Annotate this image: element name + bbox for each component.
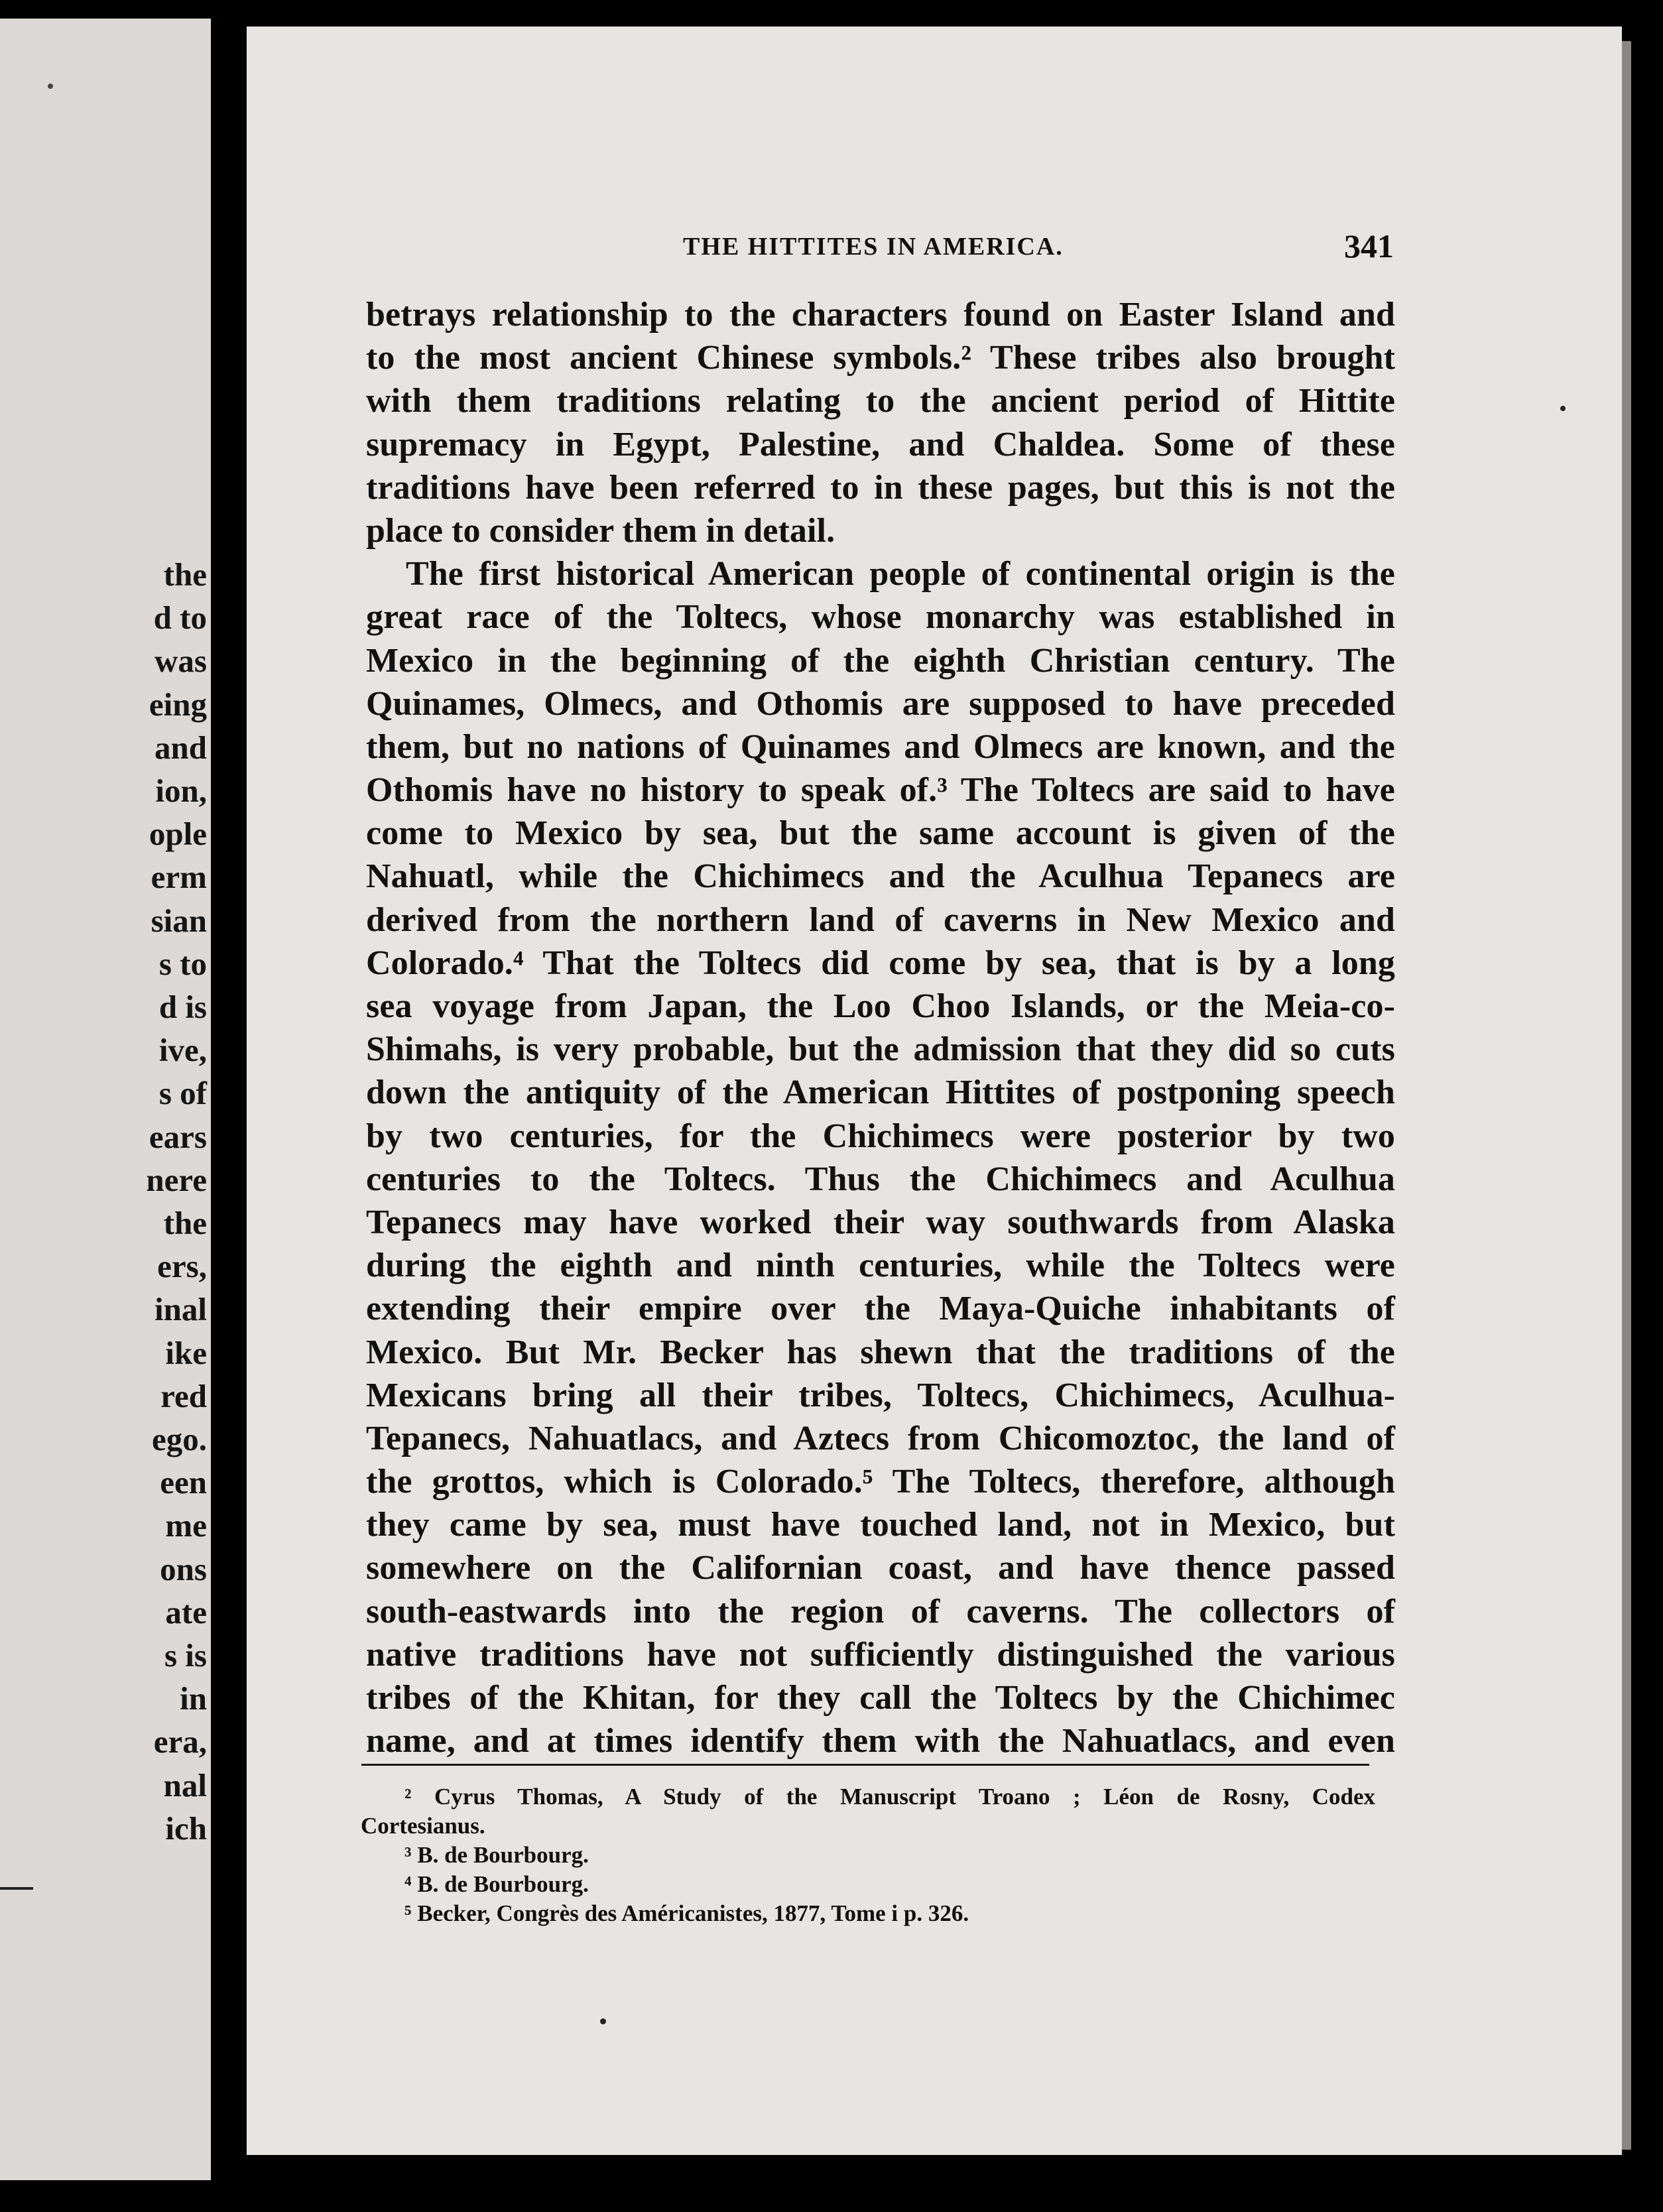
body-line: the grottos, which is Colorado.⁵ The Toltecs, therefore, although [366,1463,1395,1501]
footnotes [361,1782,1375,1928]
previous-page-line-fragment: ons [160,1550,207,1587]
previous-page-line-fragment: ego. [152,1421,207,1457]
footnote: ⁴ B. de Bourbourg. [404,1871,589,1897]
previous-page-footnote-rule [0,1887,33,1890]
previous-page-line-fragment: s is [164,1637,207,1674]
previous-page-line-fragment: inal [154,1291,207,1328]
previous-page-line-fragment: red [160,1377,207,1414]
body-line: south-eastwards into the region of caverns. The collectors of [366,1592,1395,1630]
body-line: tribes of the Khitan, for they call the Toltecs by the Chichimec [366,1679,1395,1717]
previous-page-line-fragment: ich [165,1810,207,1847]
body-line: Shimahs, is very probable, but the admission that they did so cuts [366,1030,1395,1069]
body-line: great race of the Toltecs, whose monarchy was established in [366,598,1395,637]
previous-page-line-fragment: me [165,1507,207,1544]
previous-page-line-fragment: s to [158,945,207,982]
running-head: THE HITTITES IN AMERICA. [683,233,1064,261]
previous-page-line-fragment: the [163,1205,207,1241]
body-line: Othomis have no history to speak of.³ The Toltecs are said to have [366,771,1395,810]
previous-page-line-fragment: era, [153,1723,207,1760]
footnote: ² Cyrus Thomas, A Study of the Manuscript Troano ; Léon de Rosny, Codex [404,1784,1375,1810]
previous-page-line-fragment: the [163,556,207,593]
body-line: name, and at times identify them with the Nahuatlacs, and even [366,1722,1395,1760]
body-line: Quinames, Olmecs, and Othomis are supposed to have preceded [366,684,1395,723]
previous-page-strip [0,19,211,2180]
footnote: Cortesianus. [361,1813,485,1839]
body-line: Mexico in the beginning of the eighth Christian century. The [366,641,1395,680]
previous-page-line-fragment: sian [151,902,207,939]
body-line: to the most ancient Chinese symbols.² These tribes also brought [366,339,1395,377]
body-line: they came by sea, must have touched land, not in Mexico, but [366,1506,1395,1544]
body-text [366,293,1395,1762]
previous-page-line-fragment: ears [149,1118,207,1155]
previous-page-line-fragment: in [180,1680,207,1717]
body-line: Colorado.⁴ That the Toltecs did come by sea, that is by a long [366,944,1395,982]
previous-page-line-fragment: s of [158,1075,207,1112]
body-line: derived from the northern land of caverns in New Mexico and [366,900,1395,939]
footnote-rule [361,1764,1369,1766]
previous-page-line-fragment: d to [153,599,207,637]
body-line: sea voyage from Japan, the Loo Choo Islands, or the Meia-co- [366,987,1395,1025]
previous-page-line-fragment: eing [149,686,207,723]
previous-page-line-fragment: ive, [158,1032,207,1069]
body-line: extending their empire over the Maya-Quiche inhabitants of [366,1290,1395,1328]
body-line: come to Mexico by sea, but the same account is given of the [366,814,1395,853]
footnote: ⁵ Becker, Congrès des Américanistes, 1877, Tome i p. 326. [404,1900,969,1926]
page-number: 341 [1344,227,1394,265]
previous-page-line-fragment: nere [146,1161,207,1198]
body-line: somewhere on the Californian coast, and have thence passed [366,1549,1395,1587]
body-line: traditions have been referred to in these pages, but this is not the [366,468,1395,507]
footnote: ³ B. de Bourbourg. [404,1842,589,1868]
body-line: betrays relationship to the characters found on Easter Island and [366,296,1395,334]
previous-page-line-fragment: ion, [155,772,207,809]
previous-page-line-fragment: erm [151,859,207,896]
body-line: with them traditions relating to the ancient period of Hittite [366,382,1395,420]
body-line: native traditions have not sufficiently distinguished the various [366,1635,1395,1674]
body-line: Mexico. But Mr. Becker has shewn that the traditions of the [366,1333,1395,1371]
ink-speck [600,2018,606,2024]
ink-speck [48,84,53,89]
previous-page-line-fragment: een [160,1464,207,1501]
previous-page-line-fragment: ate [165,1593,207,1630]
body-line: The first historical American people of continental origin is the [406,555,1395,593]
body-line: Tepanecs, Nahuatlacs, and Aztecs from Chicomoztoc, the land of [366,1419,1395,1457]
body-line: down the antiquity of the American Hittites of postponing speech [366,1074,1395,1112]
previous-page-line-fragment: and [154,729,207,766]
previous-page-line-fragment: was [154,643,207,680]
previous-page-line-fragment: ike [165,1334,207,1371]
body-line: them, but no nations of Quinames and Olmecs are known, and the [366,727,1395,766]
previous-page-line-fragment: ers, [157,1248,207,1285]
body-line: place to consider them in detail. [366,511,835,550]
body-line: Nahuatl, while the Chichimecs and the Aculhua Tepanecs are [366,857,1395,896]
body-line: centuries to the Toltecs. Thus the Chichimecs and Aculhua [366,1160,1395,1198]
previous-page-line-fragment: d is [158,989,207,1025]
previous-page-line-fragment: ople [149,816,207,853]
body-line: supremacy in Egypt, Palestine, and Chaldea. Some of these [366,425,1395,463]
body-line: by two centuries, for the Chichimecs were posterior by two [366,1117,1395,1155]
ink-speck [1560,406,1566,411]
body-line: Tepanecs may have worked their way southwards from Alaska [366,1203,1395,1241]
previous-page-line-fragment: nal [163,1766,207,1804]
body-line: Mexicans bring all their tribes, Toltecs, Chichimecs, Aculhua- [366,1376,1395,1414]
body-line: during the eighth and ninth centuries, while the Toltecs were [366,1247,1395,1285]
page-edge [1622,41,1631,2150]
